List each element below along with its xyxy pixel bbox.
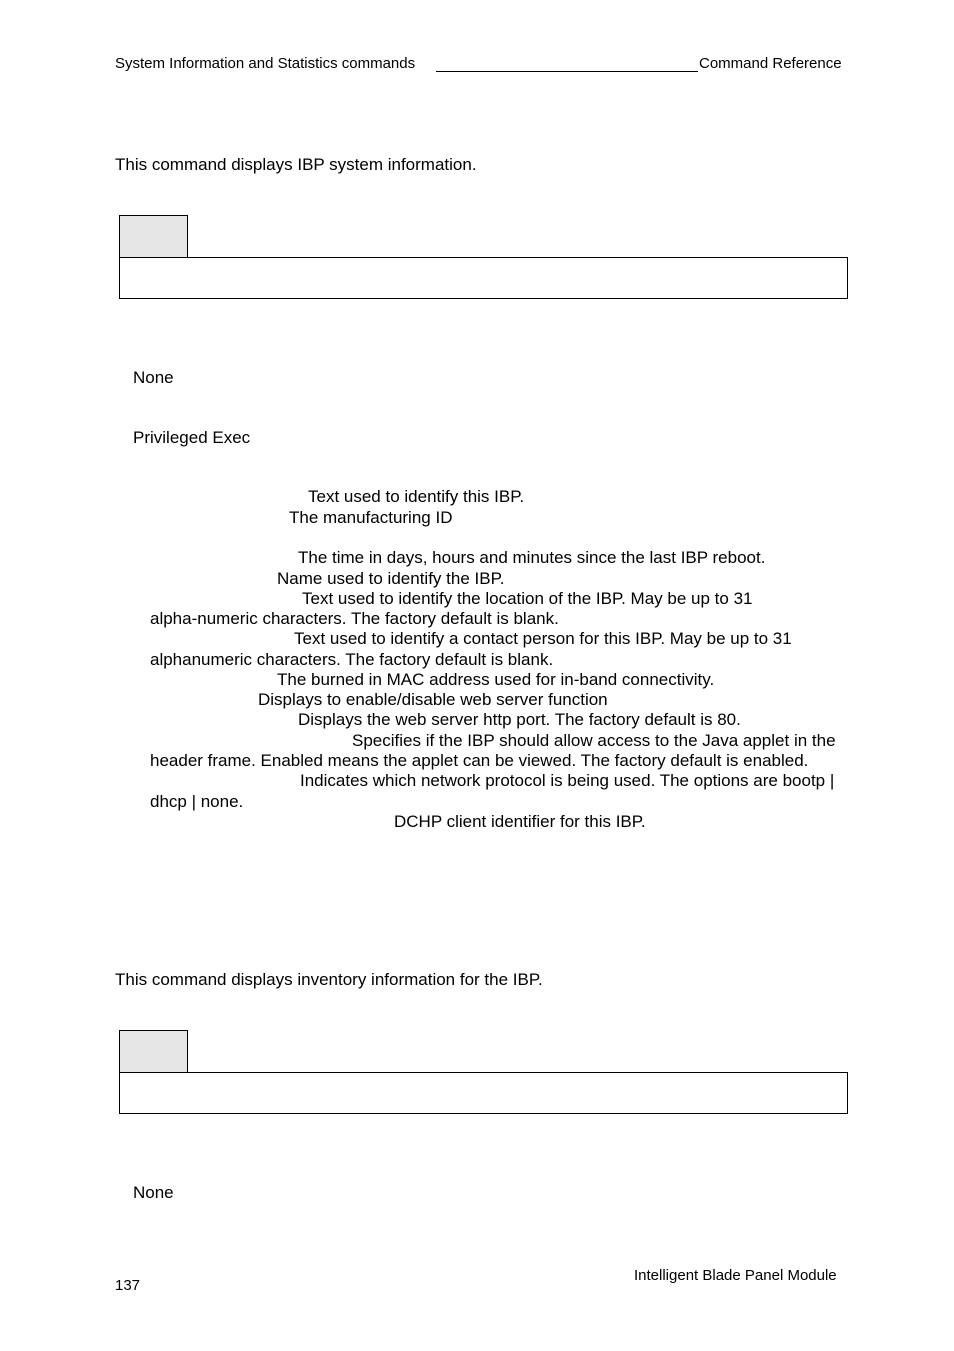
field-desc-system-name: Name used to identify the IBP. — [277, 569, 505, 588]
section2-default: None — [133, 1183, 174, 1202]
footer-product: Intelligent Blade Panel Module — [634, 1267, 837, 1284]
header-left: System Information and Statistics commands — [115, 55, 416, 72]
header-rule — [436, 71, 698, 72]
section1-mode: Privileged Exec — [133, 428, 251, 447]
section2-intro: This command displays inventory information for the IBP. — [115, 970, 543, 989]
syntax-box-2 — [119, 1072, 848, 1114]
field-desc-contact: Text used to identify a contact person for this IBP. May be up to 31 — [294, 629, 792, 648]
page-number: 137 — [115, 1277, 141, 1294]
field-desc-java-mode: Specifies if the IBP should allow access to the Java applet in the — [352, 731, 836, 750]
field-desc-network-protocol-cont: dhcp | none. — [150, 792, 244, 811]
field-desc-machine-type: The manufacturing ID — [289, 508, 453, 527]
field-desc-system-description: Text used to identify this IBP. — [308, 487, 525, 506]
field-desc-location: Text used to identify the location of the IBP. May be up to 31 — [302, 589, 753, 608]
field-desc-web-server: Displays to enable/disable web server function — [258, 690, 608, 709]
section1-default: None — [133, 368, 174, 387]
header-right: Command Reference — [699, 55, 842, 72]
field-desc-web-port: Displays the web server http port. The factory default is 80. — [298, 710, 741, 729]
field-desc-contact-cont: alphanumeric characters. The factory default is blank. — [150, 650, 554, 669]
field-desc-mac-address: The burned in MAC address used for in-band connectivity. — [277, 670, 715, 689]
field-desc-java-mode-cont: header frame. Enabled means the applet can be viewed. The factory default is enabled. — [150, 751, 809, 770]
section1-intro: This command displays IBP system information. — [115, 155, 477, 174]
field-desc-network-protocol: Indicates which network protocol is being used. The options are bootp | — [300, 771, 835, 790]
syntax-tab-2 — [119, 1030, 188, 1073]
syntax-box-1 — [119, 257, 848, 299]
syntax-tab-1 — [119, 215, 188, 258]
field-desc-dhcp-client-id: DCHP client identifier for this IBP. — [394, 812, 646, 831]
field-desc-uptime: The time in days, hours and minutes since the last IBP reboot. — [298, 548, 766, 567]
field-desc-location-cont: alpha-numeric characters. The factory default is blank. — [150, 609, 559, 628]
